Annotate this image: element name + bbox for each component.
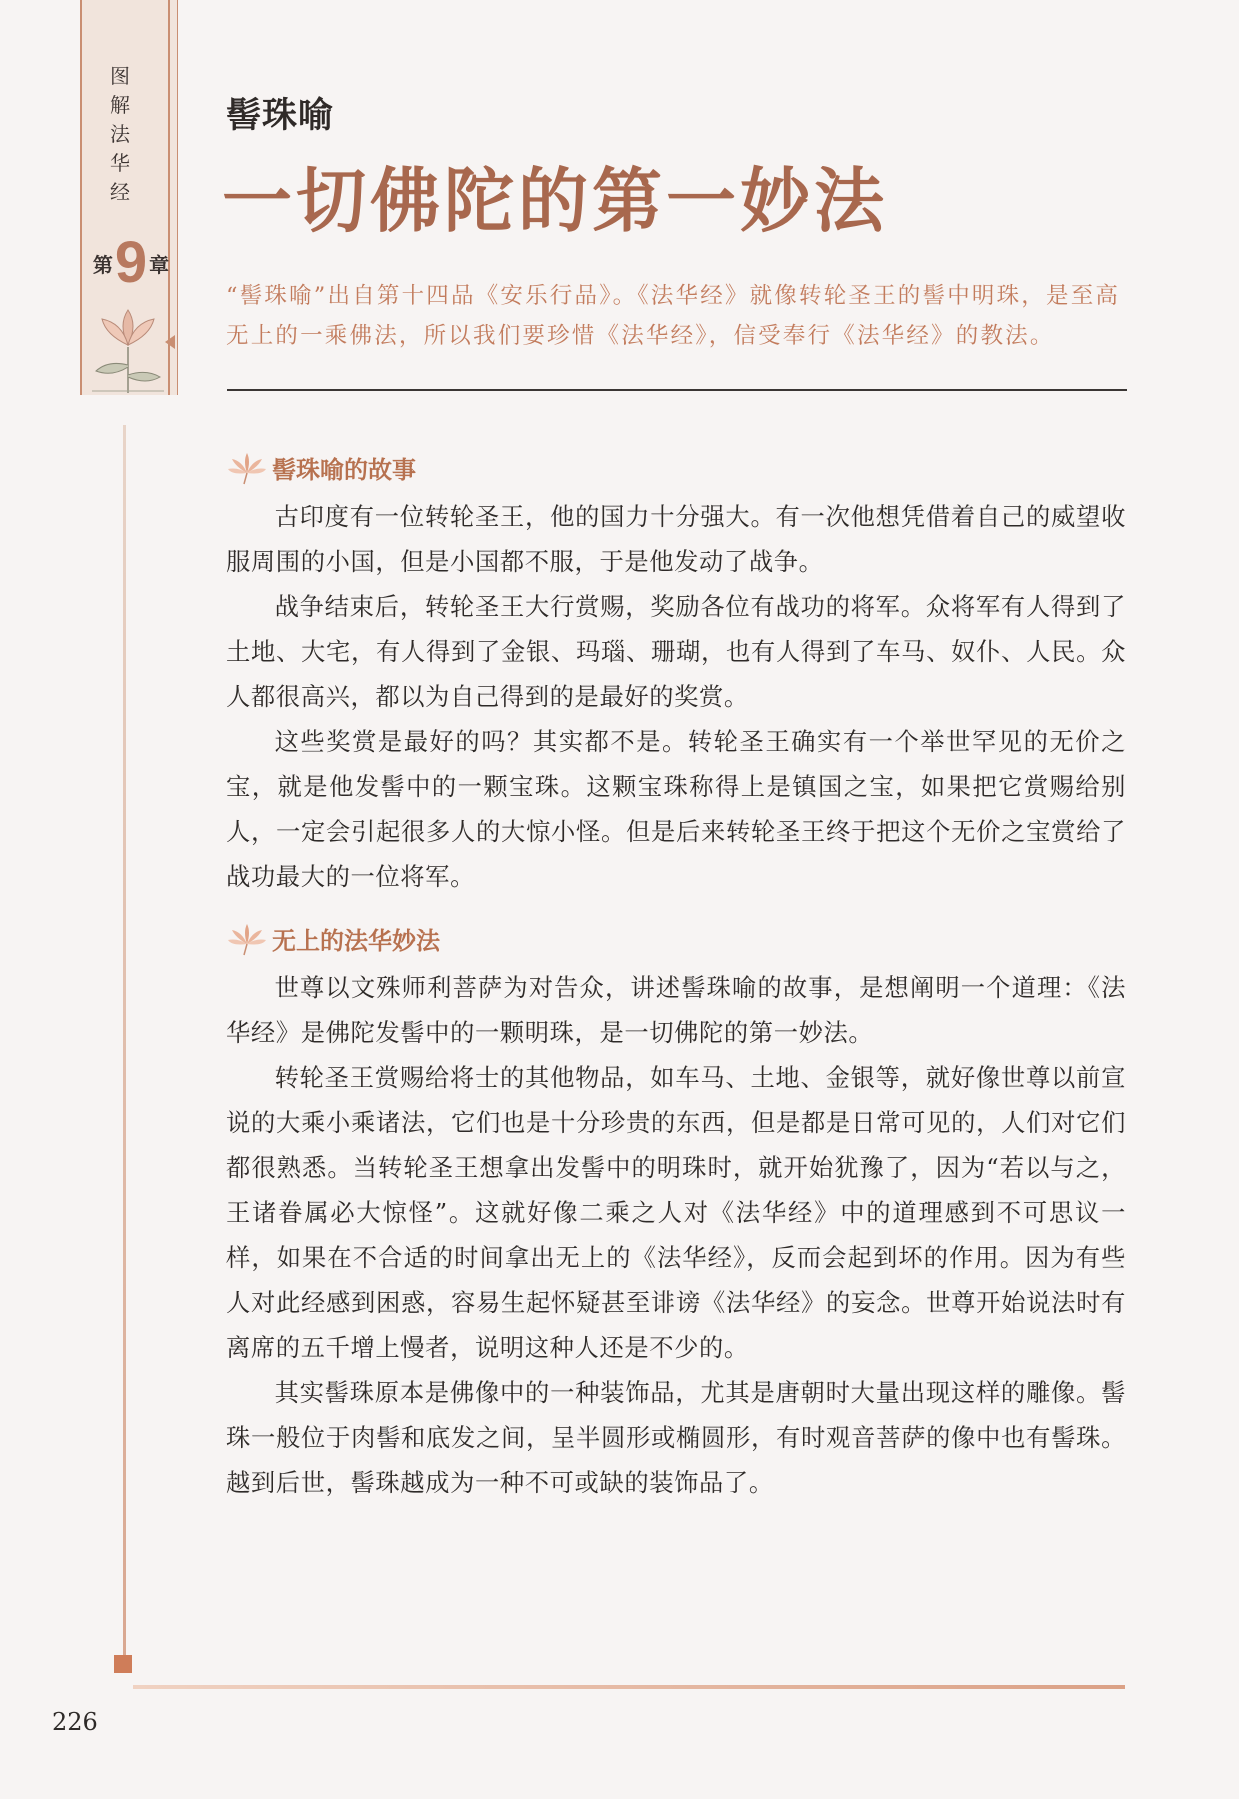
footer-square-marker <box>114 1655 132 1673</box>
chapter-marker <box>88 228 174 298</box>
book-title-vertical: 图解法华经 <box>110 64 130 204</box>
left-margin-rule <box>123 425 126 1660</box>
lotus-illustration <box>88 305 168 395</box>
header-divider <box>227 389 1127 391</box>
chapter-sidebar-tab <box>80 0 178 395</box>
lotus-icon <box>226 922 268 956</box>
paragraph: 其实髻珠原本是佛像中的一种装饰品，尤其是唐朝时大量出现这样的雕像。髻珠一般位于肉髻和底发之间，呈半圆形或椭圆形，有时观音菩萨的像中也有髻珠。越到后世，髻珠越成为一种不可或缺的装饰品了。 <box>226 1378 1126 1497</box>
intro-paragraph: “髻珠喻”出自第十四品《安乐行品》。《法华经》就像转轮圣王的髻中明珠，是至高无上的一乘佛法，所以我们要珍惜《法华经》，信受奉行《法华经》的教法。 <box>226 283 1121 349</box>
chapter-number: 9 <box>114 230 148 295</box>
section-heading <box>226 450 416 485</box>
page-title: 一切佛陀的第一妙法 <box>222 159 888 242</box>
tab-border-line <box>177 0 178 395</box>
lotus-icon <box>226 451 268 485</box>
footer-rule <box>133 1685 1125 1689</box>
paragraph: 战争结束后，转轮圣王大行赏赐，奖励各位有战功的将军。众将军有人得到了土地、大宅，有人得到了金银、玛瑙、珊瑚，也有人得到了车马、奴仆、人民。众人都很高兴，都以为自己得到的是最好的奖赏。 <box>226 592 1126 711</box>
section-body <box>226 965 1126 1505</box>
section-heading-label: 髻珠喻的故事 <box>272 456 416 484</box>
section-kicker: 髻珠喻 <box>226 95 335 136</box>
tab-pointer <box>165 335 175 349</box>
paragraph: 转轮圣王赏赐给将士的其他物品，如车马、土地、金银等，就好像世尊以前宣说的大乘小乘诸法，它们也是十分珍贵的东西，但是都是日常可见的，人们对它们都很熟悉。当转轮圣王想拿出发髻中的明珠时，就开始犹豫了，因为“若以与之，王诸眷属必大惊怪”。这就好像二乘之人对《法华经》中的道理感到不可思议一样，如果在不合适的时间拿出无上的《法华经》，反而会起到坏的作用。因为有些人对此经感到困惑，容易生起怀疑甚至诽谤《法华经》的妄念。世尊开始说法时有离席的五千增上慢者，说明这种人还是不少的。 <box>226 1063 1126 1362</box>
chapter-suffix: 章 <box>149 252 170 277</box>
paragraph: 这些奖赏是最好的吗？其实都不是。转轮圣王确实有一个举世罕见的无价之宝，就是他发髻中的一颗宝珠。这颗宝珠称得上是镇国之宝，如果把它赏赐给别人，一定会引起很多人的大惊小怪。但是后来转轮圣王终于把这个无价之宝赏给了战功最大的一位将军。 <box>226 727 1126 891</box>
section-heading <box>226 921 440 956</box>
paragraph: 世尊以文殊师利菩萨为对告众，讲述髻珠喻的故事，是想阐明一个道理：《法华经》是佛陀发髻中的一颗明珠，是一切佛陀的第一妙法。 <box>226 973 1126 1047</box>
chapter-prefix: 第 <box>92 252 113 277</box>
section-heading-label: 无上的法华妙法 <box>272 927 440 955</box>
page-number: 226 <box>52 1708 98 1736</box>
paragraph: 古印度有一位转轮圣王，他的国力十分强大。有一次他想凭借着自己的威望收服周围的小国，但是小国都不服，于是他发动了战争。 <box>226 502 1126 576</box>
section-body <box>226 494 1126 899</box>
